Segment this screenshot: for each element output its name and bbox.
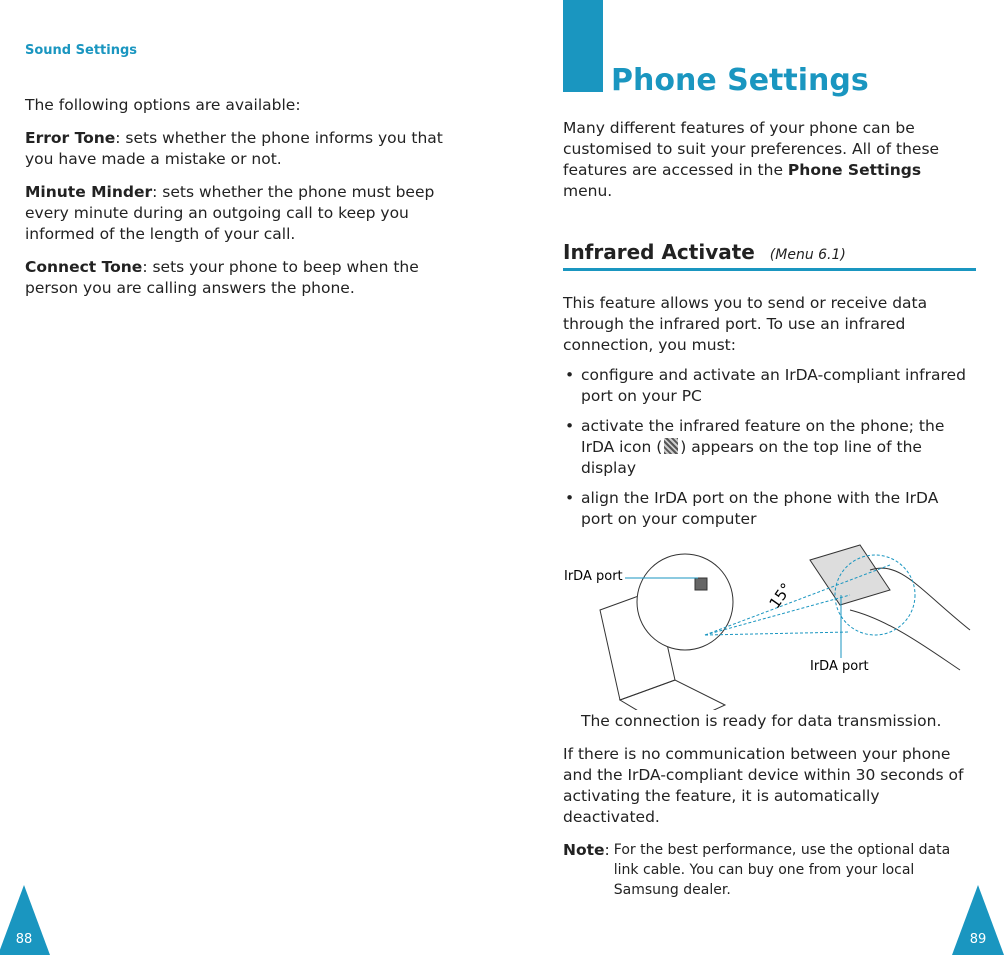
list-item: [563, 416, 973, 479]
menu-name: Phone Settings: [787, 161, 922, 179]
title-bar-accent: [563, 0, 603, 92]
list-item: • align the IrDA port on the phone with the IrDA port on your computer: [563, 488, 973, 530]
heading-text: Infrared Activate: [563, 240, 755, 264]
option-desc: : sets whether the phone must beep every minute during an outgoing call to keep you informed of the length of your call.: [25, 183, 435, 243]
ready-text: The connection is ready for data transmission.: [581, 712, 942, 730]
option-term: Error Tone: [25, 129, 116, 147]
note-text: For the best performance, use the optional data link cable. You can buy one from your local Samsung dealer.: [613, 842, 951, 898]
option-minute-minder: [25, 182, 445, 245]
intro-text: Many different features of your phone can be customised to suit your preferences. All of these features are accessed in the: [563, 119, 940, 179]
option-desc: : sets your phone to beep when the person you are calling answers the phone.: [25, 258, 419, 297]
note: Note : For the best performance, use the optional data link cable. You can buy one from your local Samsung dealer.: [563, 840, 975, 900]
section-heading: [563, 242, 976, 271]
list-text: ) appears on the top line of the display: [581, 438, 922, 477]
port-zoom-circle: [637, 554, 733, 650]
option-error-tone: [25, 128, 445, 170]
right-column-bottom: [563, 711, 975, 900]
option-term: Minute Minder: [25, 183, 153, 201]
irda-illustration: [560, 530, 980, 710]
menu-ref: (Menu 6.1): [769, 247, 846, 263]
section-header: Sound Settings: [25, 43, 137, 58]
option-desc: : sets whether the phone informs you that you have made a mistake or not.: [25, 129, 443, 168]
right-column: [563, 118, 973, 539]
timeout-text: If there is no communication between your phone and the IrDA-compliant device within 30 seconds of activating the feature, it is automatically deactivated.: [563, 745, 964, 826]
intro-text: The following options are available:: [25, 96, 301, 114]
laptop-base: [620, 680, 725, 710]
page-number: 88: [15, 932, 33, 947]
laptop-port: [695, 578, 707, 590]
note-label: Note: [563, 841, 605, 859]
option-connect-tone: [25, 257, 445, 299]
left-column: [25, 95, 445, 299]
irda-icon: [664, 438, 678, 454]
intro-paragraph: [563, 118, 973, 202]
page-title: Phone Settings: [611, 63, 869, 98]
page-number: 89: [969, 932, 987, 947]
angle-label: 15°: [765, 579, 796, 612]
description: This feature allows you to send or receive data through the infrared port. To use an infrared connection, you must:: [563, 294, 928, 354]
irda-port-label: IrDA port: [564, 569, 623, 584]
list-text: activate the infrared feature on the phone; the IrDA icon (: [581, 417, 945, 456]
option-term: Connect Tone: [25, 258, 143, 276]
list-item: • configure and activate an IrDA-compliant infrared port on your PC: [563, 365, 973, 407]
intro-text: menu.: [563, 182, 613, 200]
phone: [810, 545, 890, 605]
irda-port-label: IrDA port: [810, 659, 869, 674]
